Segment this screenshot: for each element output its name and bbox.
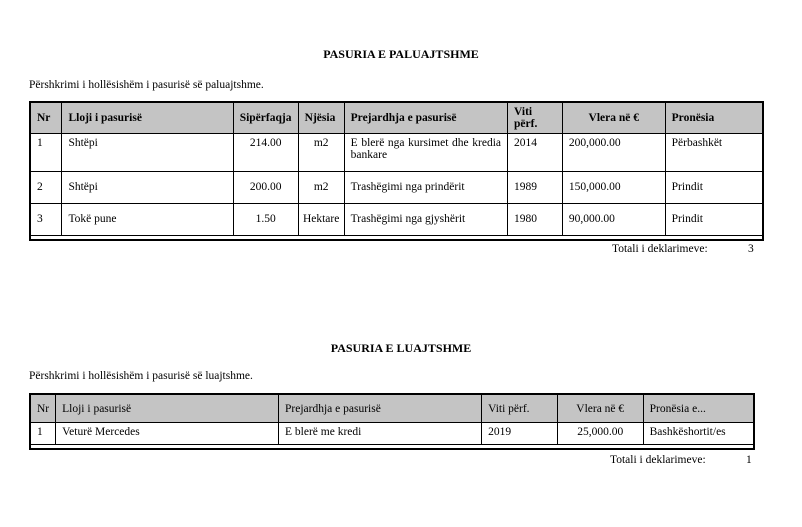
header-origin: Prejardhja e pasurisë <box>344 102 507 134</box>
cell-year: 2014 <box>508 134 563 172</box>
cell-ownership: Prindit <box>665 204 763 236</box>
cell-nr: 1 <box>30 423 56 445</box>
section1-description: Përshkrimi i hollësishëm i pasurisë së paluajtshme. <box>29 79 264 91</box>
cell-value: 25,000.00 <box>557 423 643 445</box>
total-label: Totali i deklarimeve: <box>610 454 706 466</box>
header-value: Vlera në € <box>562 102 665 134</box>
table-row <box>30 134 763 172</box>
cell-area: 214.00 <box>233 134 298 172</box>
cell-nr: 3 <box>30 204 62 236</box>
cell-type: Tokë pune <box>62 204 233 236</box>
cell-type: Shtëpi <box>62 172 233 204</box>
header-value: Vlera në € <box>557 394 643 423</box>
cell-unit: m2 <box>298 172 344 204</box>
cell-ownership: Bashkëshortit/es <box>643 423 754 445</box>
header-year: Viti përf. <box>482 394 558 423</box>
total-label: Totali i deklarimeve: <box>612 243 708 255</box>
cell-origin: E blerë nga kursimet dhe kredia bankare <box>344 134 507 172</box>
table-row <box>30 204 763 236</box>
cell-ownership: Prindit <box>665 172 763 204</box>
immovable-property-table <box>29 101 764 241</box>
table-bottom-rule <box>30 445 754 450</box>
table-header-row <box>30 394 754 423</box>
header-area: Sipërfaqja <box>233 102 298 134</box>
table-bottom-rule <box>30 236 763 241</box>
total-value: 1 <box>746 454 752 466</box>
header-origin: Prejardhja e pasurisë <box>279 394 482 423</box>
section2-description: Përshkrimi i hollësishëm i pasurisë së luajtshme. <box>29 370 253 382</box>
cell-nr: 2 <box>30 172 62 204</box>
cell-value: 200,000.00 <box>562 134 665 172</box>
cell-unit: m2 <box>298 134 344 172</box>
cell-year: 1980 <box>508 204 563 236</box>
table-row <box>30 423 754 445</box>
header-ownership: Pronësia <box>665 102 763 134</box>
header-nr: Nr <box>30 102 62 134</box>
header-nr: Nr <box>30 394 56 423</box>
cell-value: 150,000.00 <box>562 172 665 204</box>
movable-property-table <box>29 393 755 450</box>
cell-year: 2019 <box>482 423 558 445</box>
header-year: Viti përf. <box>508 102 563 134</box>
total-value: 3 <box>748 243 754 255</box>
cell-area: 200.00 <box>233 172 298 204</box>
cell-origin: E blerë me kredi <box>279 423 482 445</box>
cell-origin: Trashëgimi nga gjyshërit <box>344 204 507 236</box>
header-unit: Njësia <box>298 102 344 134</box>
cell-ownership: Përbashkët <box>665 134 763 172</box>
cell-type: Veturë Mercedes <box>56 423 279 445</box>
section2-title: PASURIA E LUAJTSHME <box>330 341 472 355</box>
cell-origin: Trashëgimi nga prindërit <box>344 172 507 204</box>
cell-unit: Hektare <box>298 204 344 236</box>
cell-type: Shtëpi <box>62 134 233 172</box>
cell-nr: 1 <box>30 134 62 172</box>
cell-area: 1.50 <box>233 204 298 236</box>
cell-value: 90,000.00 <box>562 204 665 236</box>
header-ownership: Pronësia e... <box>643 394 754 423</box>
table-header-row <box>30 102 763 134</box>
table-row <box>30 172 763 204</box>
section1-title: PASURIA E PALUAJTSHME <box>323 47 479 61</box>
header-type: Lloji i pasurisë <box>56 394 279 423</box>
cell-year: 1989 <box>508 172 563 204</box>
header-type: Lloji i pasurisë <box>62 102 233 134</box>
